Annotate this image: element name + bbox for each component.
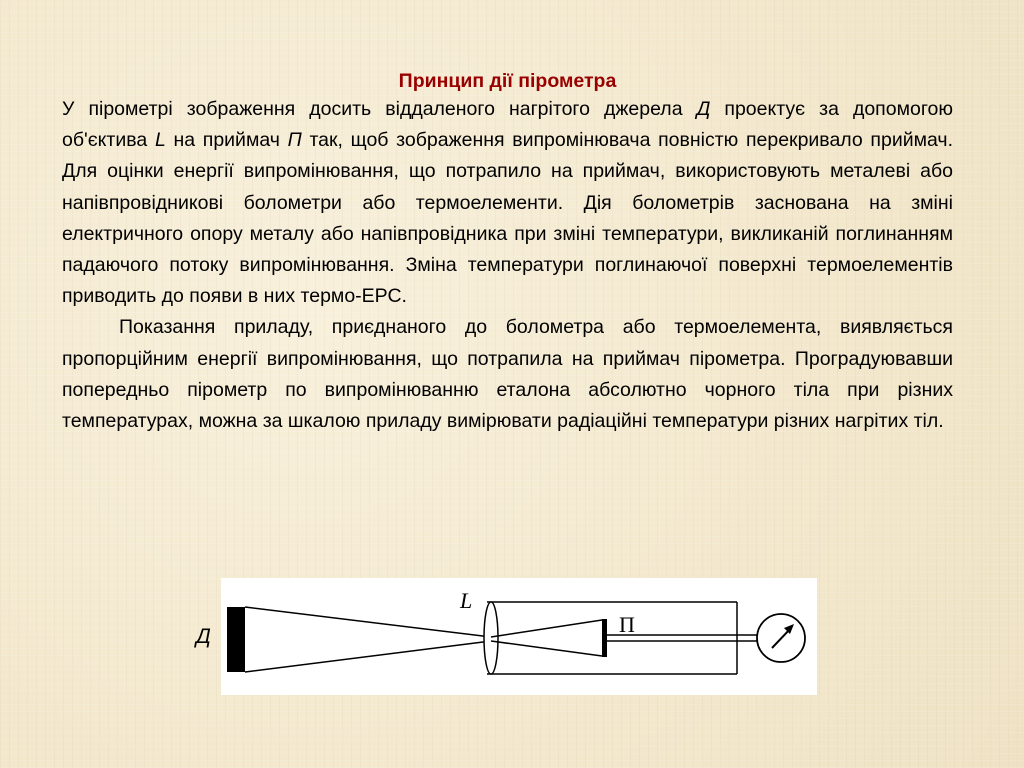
ray-lower	[245, 641, 491, 672]
slide-content	[62, 70, 953, 437]
receiver-variable: П	[287, 129, 302, 152]
pyrometer-schematic	[221, 578, 817, 695]
receiver-plate	[602, 619, 607, 657]
paragraph-1-text-3: на приймач	[165, 129, 288, 152]
pyrometer-diagram	[221, 578, 817, 695]
receiver-label: П	[619, 612, 635, 637]
ray-to-receiver-lower	[491, 641, 602, 656]
lens-variable: L	[154, 129, 166, 152]
lens	[484, 602, 498, 674]
paragraph-1	[62, 94, 953, 312]
paragraph-1-text-4: так, щоб зображення випромінювача повністю перекривало приймач. Для оцінки енергії випромінювання, що потрапило на приймач, використовують металеві або напівпровідникові болометри або термоелементи. Дія болометрів заснована на зміні електричного опору металу або напівпровідника при зміні температури, викликаній поглинанням падаючого потоку випромінювання. Зміна температури поглинаючої поверхні термоелементів приводить до появи в них термо-ЕРС.	[62, 129, 954, 308]
paragraph-1-text-1: У пірометрі зображення досить віддаленого нагрітого джерела	[62, 98, 697, 120]
ray-upper	[245, 607, 491, 637]
source-variable: Д	[696, 98, 711, 120]
hot-source-bar	[227, 607, 245, 672]
paragraph-1-text-2: проектує за допомогою об'єктива	[62, 98, 953, 152]
paragraph-2: Показання приладу, приєднаного до болометра або термоелемента, виявляється пропорційним енергії випромінювання, що потрапила на приймач пірометра. Проградуювавши попередньо пірометр по випромінюванню еталона абсолютно чорного тіла при різних температурах, можна за шкалою приладу вимірювати радіаційні температури різних нагрітих тіл.	[62, 316, 953, 433]
slide-title: Принцип дії пірометра	[398, 70, 617, 92]
ray-to-receiver-upper	[491, 620, 602, 637]
lens-label: L	[460, 588, 473, 613]
source-label: Д	[196, 625, 211, 648]
